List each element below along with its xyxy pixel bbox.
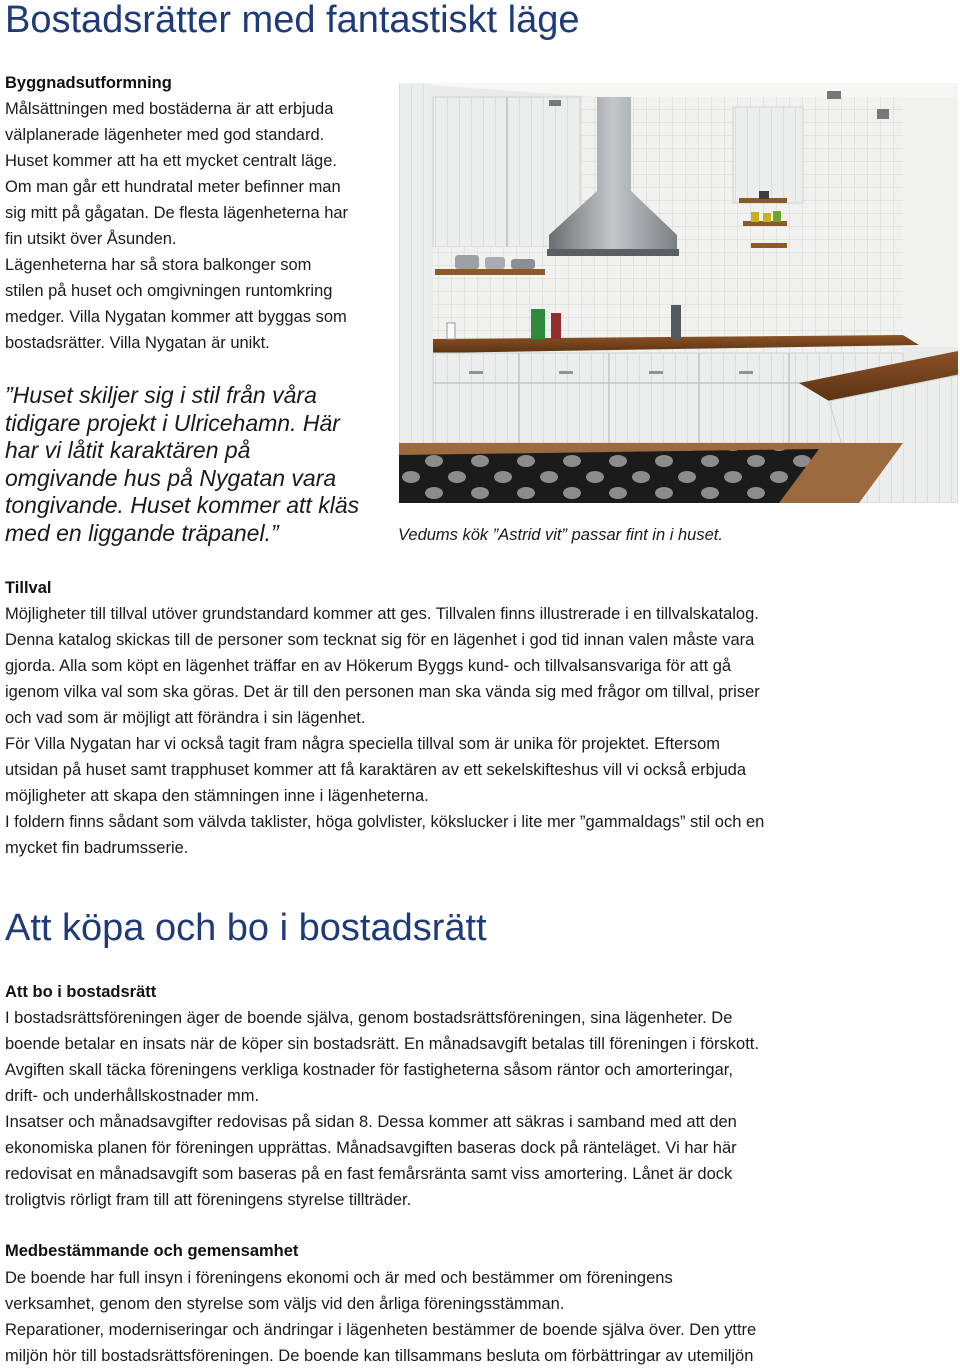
intro-line: Målsättningen med bostäderna är att erbjuda xyxy=(5,100,334,118)
intro-line: Om man går ett hundratal meter befinner man xyxy=(5,178,341,196)
subheading-medbestammande: Medbestämmande och gemensamhet xyxy=(5,1242,299,1260)
medbestammande-line: De boende har full insyn i föreningens ekonomi och är med och bestämmer om föreningens xyxy=(5,1269,673,1287)
page-title: Bostadsrätter med fantastiskt läge xyxy=(5,0,580,41)
intro-line: fin utsikt över Åsunden. xyxy=(5,230,177,248)
tillval-line: Denna katalog skickas till de personer som tecknat sig för en lägenhet i god tid innan valen måste vara xyxy=(5,631,755,649)
att-bo-line: I bostadsrättsföreningen äger de boende själva, genom bostadsrättsföreningen, sina lägenheter. De xyxy=(5,1009,733,1027)
section-title: Att köpa och bo i bostadsrätt xyxy=(5,907,487,949)
tillval-line: möjligheter att skapa den stämningen inne i lägenheterna. xyxy=(5,787,429,805)
att-bo-line: boende betalar en insats när de köper sin bostadsrätt. En månadsavgift betalas till föreningen i förskott. xyxy=(5,1035,759,1053)
subheading-tillval: Tillval xyxy=(5,579,52,597)
quote-line: tidigare projekt i Ulricehamn. Här xyxy=(5,409,340,436)
tillval-line: igenom vilka val som ska göras. Det är till den personen man ska vända sig med frågor om tillval, priser xyxy=(5,683,760,701)
intro-line: bostadsrätter. Villa Nygatan är unikt. xyxy=(5,334,270,352)
att-bo-line: ekonomiska planen för föreningen upprättas. Månadsavgiften baseras dock på ränteläget. Vi har här xyxy=(5,1139,737,1157)
tillval-line: utsidan på huset samt trapphuset kommer att få karaktären av ett sekelskifteshus vill vi också erbjuda xyxy=(5,761,747,779)
intro-line: medger. Villa Nygatan kommer att byggas som xyxy=(5,308,347,326)
att-bo-line: drift- och underhållskostnader mm. xyxy=(5,1087,260,1105)
quote-line: med en liggande träpanel.” xyxy=(5,519,279,546)
tillval-line: För Villa Nygatan har vi också tagit fram några speciella tillval som är unika för projektet. Eftersom xyxy=(5,735,720,753)
medbestammande-line: miljön hör till bostadsrättsföreningen. De boende kan tillsammans besluta om förbättringar av utemiljön xyxy=(5,1347,754,1365)
att-bo-line: redovisat en månadsavgift som baseras på en fast femårsränta samt viss amortering. Lånet är dock xyxy=(5,1165,733,1183)
att-bo-line: Insatser och månadsavgifter redovisas på sidan 8. Dessa kommer att säkras i samband med att den xyxy=(5,1113,737,1131)
intro-line: Huset kommer att ha ett mycket centralt läge. xyxy=(5,152,337,170)
medbestammande-line: verksamhet, genom den styrelse som väljs vid den årliga föreningsstämman. xyxy=(5,1295,565,1313)
quote-line: omgivande hus på Nygatan vara xyxy=(5,464,337,491)
subheading-byggnadsutformning: Byggnadsutformning xyxy=(5,74,172,92)
medbestammande-line: Reparationer, moderniseringar och ändringar i lägenheten bestämmer de boende själva över. Den yttre xyxy=(5,1321,757,1339)
quote-line: har vi låtit karaktären på xyxy=(5,437,251,463)
photo-caption: Vedums kök ”Astrid vit” passar fint in i huset. xyxy=(398,526,723,544)
subheading-att-bo: Att bo i bostadsrätt xyxy=(5,983,157,1001)
tillval-line: Möjligheter till tillval utöver grundstandard kommer att ges. Tillvalen finns illustrerade i en tillvalskatalog. xyxy=(5,605,759,623)
intro-line: Lägenheterna har så stora balkonger som xyxy=(5,256,312,274)
tillval-line: mycket fin badrumsserie. xyxy=(5,839,189,857)
intro-line: sig mitt på gågatan. De flesta lägenheterna har xyxy=(5,204,349,222)
intro-line: stilen på huset och omgivningen runtomkring xyxy=(5,282,333,300)
intro-line: välplanerade lägenheter med god standard. xyxy=(5,126,325,144)
tillval-line: gjorda. Alla som köpt en lägenhet träffar en av Hökerum Byggs kund- och tillvalsansvariga för att gå xyxy=(5,657,732,675)
quote-line: ”Huset skiljer sig i stil från våra xyxy=(5,382,317,408)
quote-line: tongivande. Huset kommer att kläs xyxy=(5,492,360,518)
tillval-line: och vad som är möjligt att förändra i sin lägenhet. xyxy=(5,709,366,727)
att-bo-line: Avgiften skall täcka föreningens verkliga kostnader för fastigheterna såsom räntor och amorteringar, xyxy=(5,1061,733,1079)
kitchen-photo xyxy=(399,83,958,503)
tillval-line: I foldern finns sådant som välvda taklister, höga golvlister, kökslucker i lite mer ”gammaldags” stil och en xyxy=(5,813,765,831)
att-bo-line: troligtvis rörligt fram till att föreningens styrelse tillträder. xyxy=(5,1191,412,1209)
